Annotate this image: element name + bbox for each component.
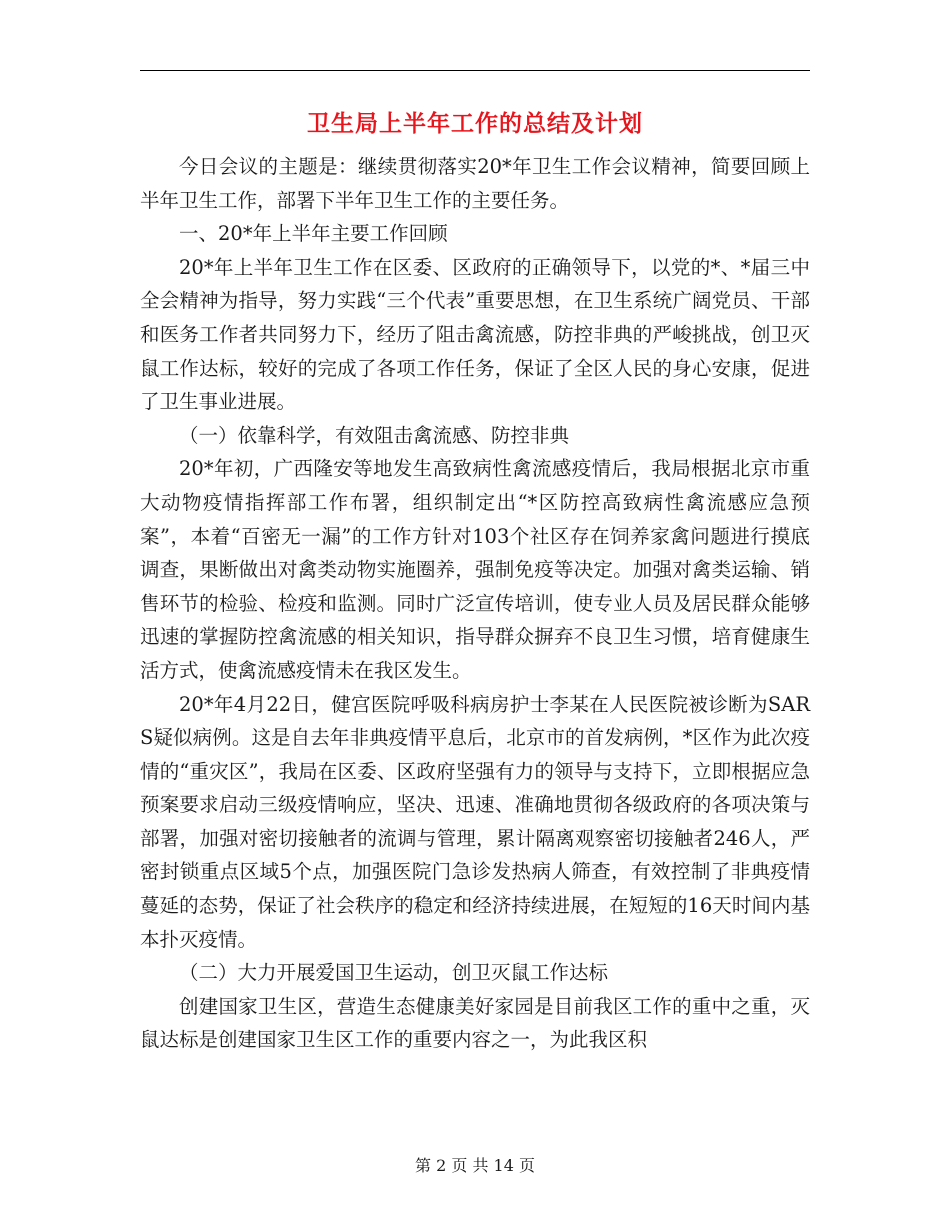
paragraph-sars: 20*年4月22日，健宫医院呼吸科病房护士李某在人民医院被诊断为SARS疑似病例。这是自去年非典疫情平息后，北京市的首发病例，*区作为此次疫情的“重灾区”，我局在区委、区政府坚强有力的领导与支持下，立即根据应急预案要求启动三级疫情响应，坚决、迅速、准确地贯彻各级政府的各项决策与部署，加强对密切接触者的流调与管理，累计隔离观察密切接触者246人，严密封锁重点区域5个点，加强医院门急诊发热病人筛查，有效控制了非典疫情蔓延的态势，保证了社会秩序的稳定和经济持续进展，在短短的16天时间内基本扑灭疫情。 <box>140 692 810 951</box>
header-rule <box>140 70 810 71</box>
document-body <box>140 150 810 1057</box>
paragraph-sanitation: 创建国家卫生区，营造生态健康美好家园是目前我区工作的重中之重，灭鼠达标是创建国家卫生区工作的重要内容之一，为此我区积 <box>140 994 810 1052</box>
page-footer <box>140 1154 810 1178</box>
footer-suffix: 页 <box>519 1156 536 1175</box>
paragraph-bird-flu: 20*年初，广西隆安等地发生高致病性禽流感疫情后，我局根据北京市重大动物疫情指挥部工作布署，组织制定出“*区防控高致病性禽流感应急预案”，本着“百密无一漏”的工作方针对103个社区存在饲养家禽问题进行摸底调查，果断做出对禽类动物实施圈养，强制免疫等决定。加强对禽类运输、销售环节的检验、检疫和监测。同时广泛宣传培训，使专业人员及居民群众能够迅速的掌握防控禽流感的相关知识，指导群众摒弃不良卫生习惯，培育健康生活方式，使禽流感疫情未在我区发生。 <box>140 457 810 682</box>
footer-prefix: 第 <box>414 1156 431 1175</box>
subsection-heading-2: （二）大力开展爱国卫生运动，创卫灭鼠工作达标 <box>179 961 609 985</box>
document-title: 卫生局上半年工作的总结及计划 <box>307 111 643 137</box>
paragraph-summary: 20*年上半年卫生工作在区委、区政府的正确领导下，以党的*、*届三中全会精神为指导，努力实践“三个代表”重要思想，在卫生系统广阔党员、干部和医务工作者共同努力下，经历了阻击禽流感，防控非典的严峻挑战，创卫灭鼠工作达标，较好的完成了各项工作任务，保证了全区人民的身心安康，促进了卫生事业进展。 <box>140 255 810 414</box>
footer-current-page: 2 <box>436 1156 447 1175</box>
paragraph-intro: 今日会议的主题是：继续贯彻落实20*年卫生工作会议精神，简要回顾上半年卫生工作，部署下半年卫生工作的主要任务。 <box>140 155 810 212</box>
footer-total-pages: 14 <box>493 1156 514 1175</box>
footer-middle: 页 共 <box>451 1156 489 1175</box>
section-heading-1: 一、20*年上半年主要工作回顾 <box>179 222 448 246</box>
subsection-heading-1: （一）依靠科学，有效阻击禽流感、防控非典 <box>179 423 570 447</box>
